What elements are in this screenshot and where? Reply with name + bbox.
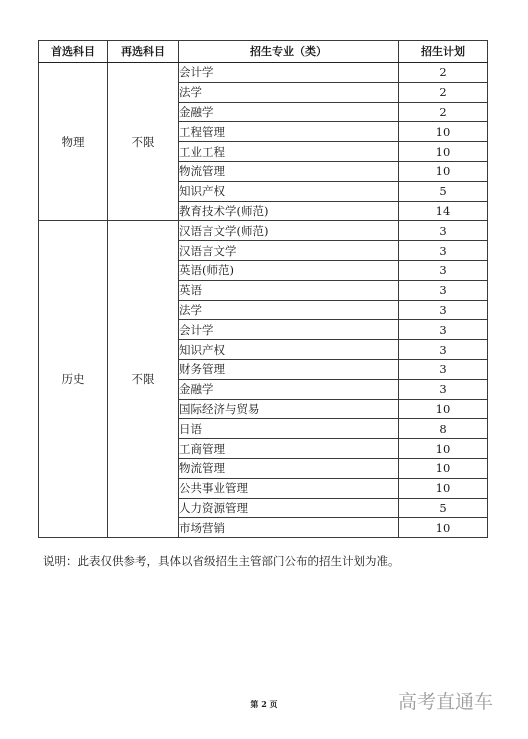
major-cell: 英语 [179, 280, 399, 300]
plan-cell: 8 [399, 419, 488, 439]
plan-cell: 3 [399, 241, 488, 261]
plan-cell: 10 [399, 399, 488, 419]
watermark-logo: 高考直通车 [398, 691, 494, 713]
plan-cell: 3 [399, 320, 488, 340]
header-major: 招生专业（类） [179, 41, 399, 63]
first-subject-cell: 历史 [39, 221, 108, 538]
major-cell: 物流管理 [179, 458, 399, 478]
plan-cell: 10 [399, 478, 488, 498]
plan-cell: 2 [399, 102, 488, 122]
major-cell: 金融学 [179, 102, 399, 122]
plan-cell: 2 [399, 82, 488, 102]
major-cell: 教育技术学(师范) [179, 201, 399, 221]
major-cell: 法学 [179, 82, 399, 102]
major-cell: 知识产权 [179, 181, 399, 201]
plan-cell: 3 [399, 340, 488, 360]
table-row [39, 63, 488, 83]
major-cell: 会计学 [179, 320, 399, 340]
plan-cell: 3 [399, 260, 488, 280]
major-cell: 公共事业管理 [179, 478, 399, 498]
plan-cell: 2 [399, 63, 488, 83]
plan-cell: 3 [399, 359, 488, 379]
plan-cell: 10 [399, 122, 488, 142]
major-cell: 市场营销 [179, 518, 399, 538]
major-cell: 英语(师范) [179, 260, 399, 280]
major-cell: 日语 [179, 419, 399, 439]
major-cell: 财务管理 [179, 359, 399, 379]
major-cell: 会计学 [179, 63, 399, 83]
major-cell: 法学 [179, 300, 399, 320]
header-plan: 招生计划 [399, 41, 488, 63]
plan-cell: 3 [399, 379, 488, 399]
major-cell: 国际经济与贸易 [179, 399, 399, 419]
enrollment-plan-table [38, 40, 488, 538]
table-header-row [39, 41, 488, 63]
plan-cell: 10 [399, 458, 488, 478]
page-number: 第 2 页 [250, 699, 278, 709]
major-cell: 工商管理 [179, 439, 399, 459]
first-subject-cell: 物理 [39, 63, 108, 221]
major-cell: 金融学 [179, 379, 399, 399]
table-body [39, 63, 488, 538]
major-cell: 知识产权 [179, 340, 399, 360]
plan-cell: 10 [399, 161, 488, 181]
plan-cell: 10 [399, 518, 488, 538]
major-cell: 人力资源管理 [179, 498, 399, 518]
plan-cell: 14 [399, 201, 488, 221]
plan-cell: 3 [399, 300, 488, 320]
header-first-subject: 首选科目 [39, 41, 108, 63]
plan-cell: 5 [399, 181, 488, 201]
table-row [39, 221, 488, 241]
second-subject-cell: 不限 [108, 221, 179, 538]
major-cell: 汉语言文学(师范) [179, 221, 399, 241]
footnote: 说明：此表仅供参考，具体以省级招生主管部门公布的招生计划为准。 [43, 554, 400, 568]
major-cell: 工业工程 [179, 142, 399, 162]
plan-cell: 10 [399, 142, 488, 162]
header-second-subject: 再选科目 [108, 41, 179, 63]
plan-cell: 3 [399, 280, 488, 300]
major-cell: 物流管理 [179, 161, 399, 181]
plan-cell: 10 [399, 439, 488, 459]
major-cell: 工程管理 [179, 122, 399, 142]
second-subject-cell: 不限 [108, 63, 179, 221]
plan-cell: 3 [399, 221, 488, 241]
major-cell: 汉语言文学 [179, 241, 399, 261]
plan-cell: 5 [399, 498, 488, 518]
